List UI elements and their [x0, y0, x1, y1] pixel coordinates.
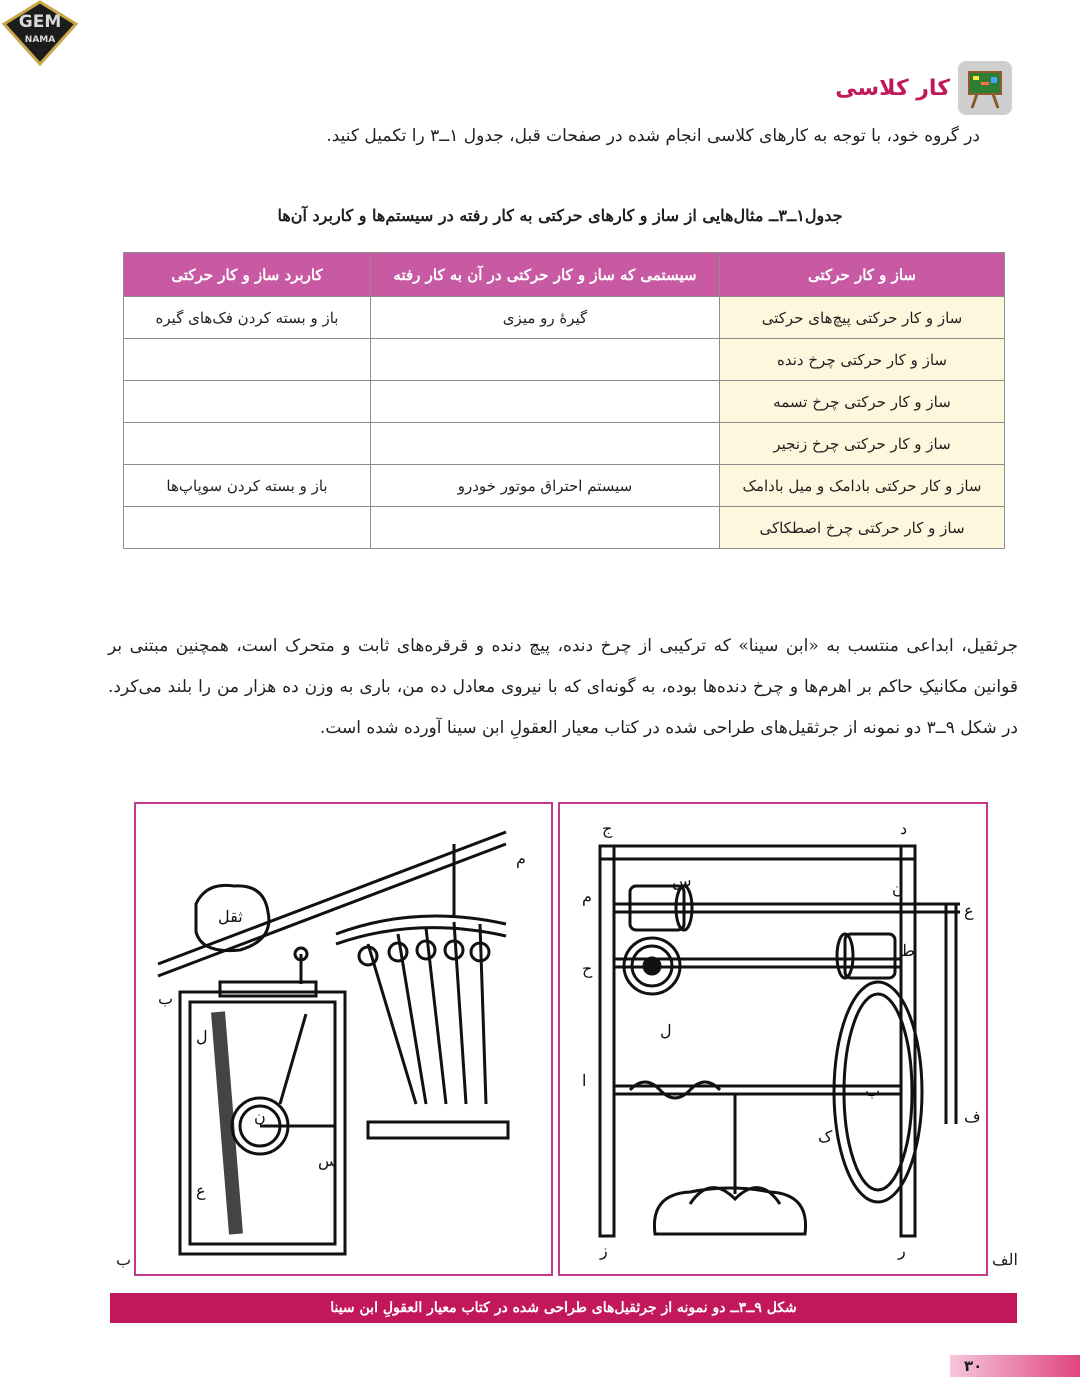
section-header [835, 60, 1012, 116]
header-system: سیستمی که ساز و کار حرکتی در آن به کار رفته [371, 253, 720, 297]
cell-application[interactable] [124, 381, 371, 423]
label-thiql: ثقل [218, 907, 243, 926]
label-jim: ج [602, 819, 613, 838]
label-mim: م [516, 849, 526, 868]
label-ze: ز [600, 1241, 608, 1260]
figure-caption-text: شکل ۹ــ۳ــ دو نمونه از جرثقیل‌های طراحی شده در کتاب معیار العقولِ ابن سینا [330, 1300, 797, 1316]
table-row [124, 423, 1005, 465]
cell-application[interactable] [124, 423, 371, 465]
figure-caption [110, 1293, 1017, 1323]
gemnama-logo [0, 0, 80, 66]
table-row [124, 507, 1005, 549]
label-dal: د [900, 819, 908, 838]
label-lam: ل [196, 1027, 208, 1046]
table-row [124, 381, 1005, 423]
label-ayn: ع [964, 901, 974, 920]
cell-mechanism: ساز و کار حرکتی چرخ تسمه [720, 381, 1005, 423]
label-nun: ن [254, 1107, 266, 1126]
crane-alef-drawing [560, 804, 986, 1274]
page-number-text: ۳۰ [964, 1357, 983, 1375]
cell-mechanism: ساز و کار حرکتی چرخ زنجیر [720, 423, 1005, 465]
label-be: ب [158, 989, 174, 1008]
label-re: ر [898, 1241, 906, 1260]
body-paragraph: جرثقیل، ابداعی منتسب به «ابن سینا» که ترکیبی از چرخ دنده، پیچ دنده و قرقره‌های ثابت و متحرک است، همچنین مبتنی بر قوانین مکانیکِ حاکم بر اهرم‌ها و چرخ دنده‌ها بوده، به گونه‌ای که با نیروی معادل ده من، باری به وزن ده هزار من را بلند می‌کرد. در شکل ۹ــ۳ دو نمونه از جرثقیل‌های طراحی شده در کتاب معیار العقولِ ابن سینا آورده شده است. [108, 636, 1018, 738]
cell-application[interactable] [124, 339, 371, 381]
label-fa: ف [964, 1107, 981, 1126]
table-row [124, 339, 1005, 381]
label-nun: ن [892, 879, 904, 898]
figure-label-alef: الف [992, 1250, 1018, 1269]
cell-application[interactable] [124, 507, 371, 549]
cell-system: سیستم احتراق موتور خودرو [371, 465, 720, 507]
section-title: کار کلاسی [835, 75, 950, 101]
mechanisms-table [123, 252, 1005, 549]
cell-application: باز و بسته کردن سوپاپ‌ها [124, 465, 371, 507]
table-row [124, 465, 1005, 507]
figure-label-be: ب [116, 1250, 132, 1269]
page-number [950, 1355, 1080, 1377]
table-header-row [124, 253, 1005, 297]
header-mechanism: ساز و کار حرکتی [720, 253, 1005, 297]
crane-be-drawing [136, 804, 551, 1274]
label-ayn: ع [196, 1181, 206, 1200]
cell-system: گیرهٔ رو میزی [371, 297, 720, 339]
label-kaf: ک [818, 1127, 833, 1146]
figure-crane-be [134, 802, 553, 1276]
cell-system[interactable] [371, 381, 720, 423]
table-row [124, 297, 1005, 339]
label-ta: ط [900, 941, 915, 960]
header-application: کاربرد ساز و کار حرکتی [124, 253, 371, 297]
intro-text: در گروه خود، با توجه به کارهای کلاسی انجام شده در صفحات قبل، جدول ۱ــ۳ را تکمیل کنید. [326, 126, 980, 146]
logo-text-top: GEM [18, 12, 62, 32]
label-mim: م [582, 887, 592, 906]
cell-system[interactable] [371, 423, 720, 465]
label-alef1: ا [582, 1071, 587, 1090]
label-lam: ل [660, 1021, 672, 1040]
cell-system[interactable] [371, 339, 720, 381]
cell-mechanism: ساز و کار حرکتی بادامک و میل بادامک [720, 465, 1005, 507]
cell-application: باز و بسته کردن فک‌های گیره [124, 297, 371, 339]
easel-icon [958, 61, 1012, 115]
cell-mechanism: ساز و کار حرکتی چرخ دنده [720, 339, 1005, 381]
cell-mechanism: ساز و کار حرکتی چرخ اصطکاکی [720, 507, 1005, 549]
table-caption: جدول۱ــ۳ــ مثال‌هایی از ساز و کارهای حرکتی به کار رفته در سیستم‌ها و کاربرد آن‌ها [277, 206, 843, 225]
figure-crane-alef [558, 802, 988, 1276]
label-sin: س [318, 1151, 338, 1170]
label-sin: س [672, 871, 692, 890]
label-be: ب [865, 1081, 881, 1100]
cell-mechanism: ساز و کار حرکتی پیچ‌های حرکتی [720, 297, 1005, 339]
cell-system[interactable] [371, 507, 720, 549]
logo-text-bottom: NAMA [24, 35, 56, 45]
label-ha: ح [582, 959, 593, 978]
